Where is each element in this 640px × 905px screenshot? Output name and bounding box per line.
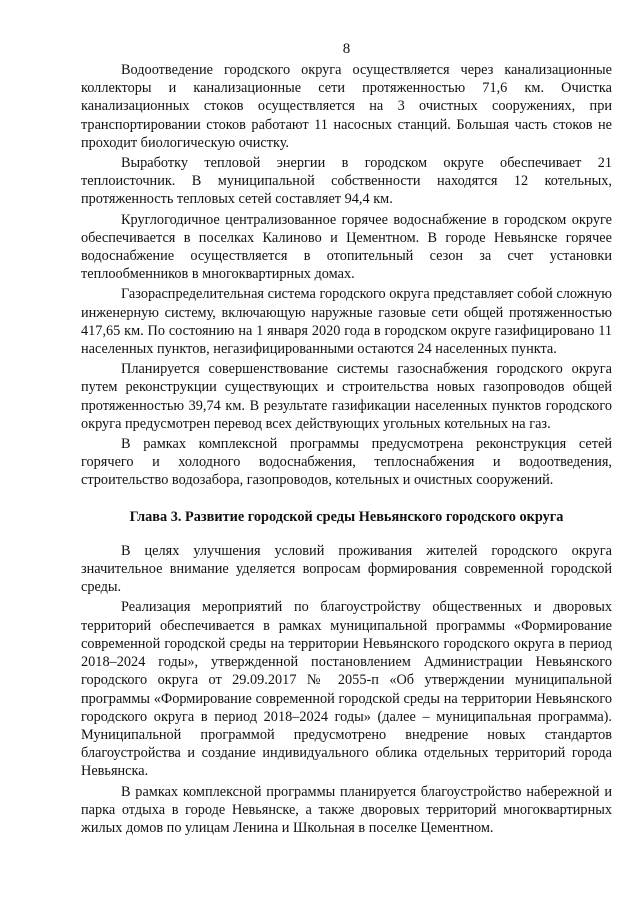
paragraph-municipal-program: Реализация мероприятий по благоустройству общественных и дворовых территорий обеспечивается в рамках муниципальной программы «Формирование современной городской среды на территории Невьянского городского округа в период 2018–2024 годы», утвержденной постановлением Администрации Невьянского городского округа от 29.09.2017 № 2055-п «Об утверждении муниципальной программы «Формирование современной городской среды на территории Невьянского городского округа в период 2018–2024 годы» (далее – муниципальная программа). Муниципальной программой предусмотрено внедрение новых стандартов благоустройства и создание индивидуального облика отдельных территорий города Невьянска. xyxy=(81,599,612,780)
paragraph-gas-improvement: Планируется совершенствование системы газоснабжения городского округа путем реконструкции существующих и строительства новых газопроводов общей протяженностью 39,74 км. В результате газификации населенных пунктов городского округа предусмотрен перевод всех действующих угольных котельных на газ. xyxy=(81,361,612,432)
paragraph-hot-water-supply: Круглогодичное централизованное горячее водоснабжение в городском округе обеспечивается в поселках Калиново и Цементном. В городе Невьянске горячее водоснабжение осуществляется в отопительный сезон за счет установки теплообменников в многоквартирных домах. xyxy=(81,211,612,283)
paragraph-water-disposal: Водоотведение городского округа осуществляется через канализационные коллекторы и канализационные сети протяженностью 71,6 км. Очистка канализационных стоков осуществляется на 3 очистных сооружениях, при транспортировании стоков работают 11 насосных станций. Большая часть стоков не проходит биологическую очистку. xyxy=(81,62,612,151)
paragraph-complex-program-networks: В рамках комплексной программы предусмотрена реконструкция сетей горячего и холодного водоснабжения, теплоснабжения и водоотведения, строительство водозабора, газопроводов, котельных и очистных сооружений. xyxy=(81,436,612,489)
paragraph-heat-generation: Выработку тепловой энергии в городском округе обеспечивает 21 теплоисточник. В муниципальной собственности находятся 12 котельных, протяженность тепловых сетей составляет 94,4 км. xyxy=(81,155,612,208)
chapter-heading: Глава 3. Развитие городской среды Невьянского городского округа xyxy=(129,508,564,525)
paragraph-living-conditions: В целях улучшения условий проживания жителей городского округа значительное внимание уделяется вопросам формирования современной городской среды. xyxy=(81,542,612,596)
page-number: 8 xyxy=(342,41,351,57)
paragraph-embankment-improvement: В рамках комплексной программы планируется благоустройство набережной и парка отдыха в городе Невьянске, а также дворовых территорий многоквартирных жилых домов по улицам Ленина и Школьная в поселке Цементном. xyxy=(81,783,612,836)
paragraph-gas-distribution: Газораспределительная система городского округа представляет собой сложную инженерную систему, включающую наружные газовые сети общей протяженностью 417,65 км. По состоянию на 1 января 2020 года в городском округе газифицировано 11 населенных пунктов, негазифицированными остаются 24 населенных пункта. xyxy=(81,286,612,358)
